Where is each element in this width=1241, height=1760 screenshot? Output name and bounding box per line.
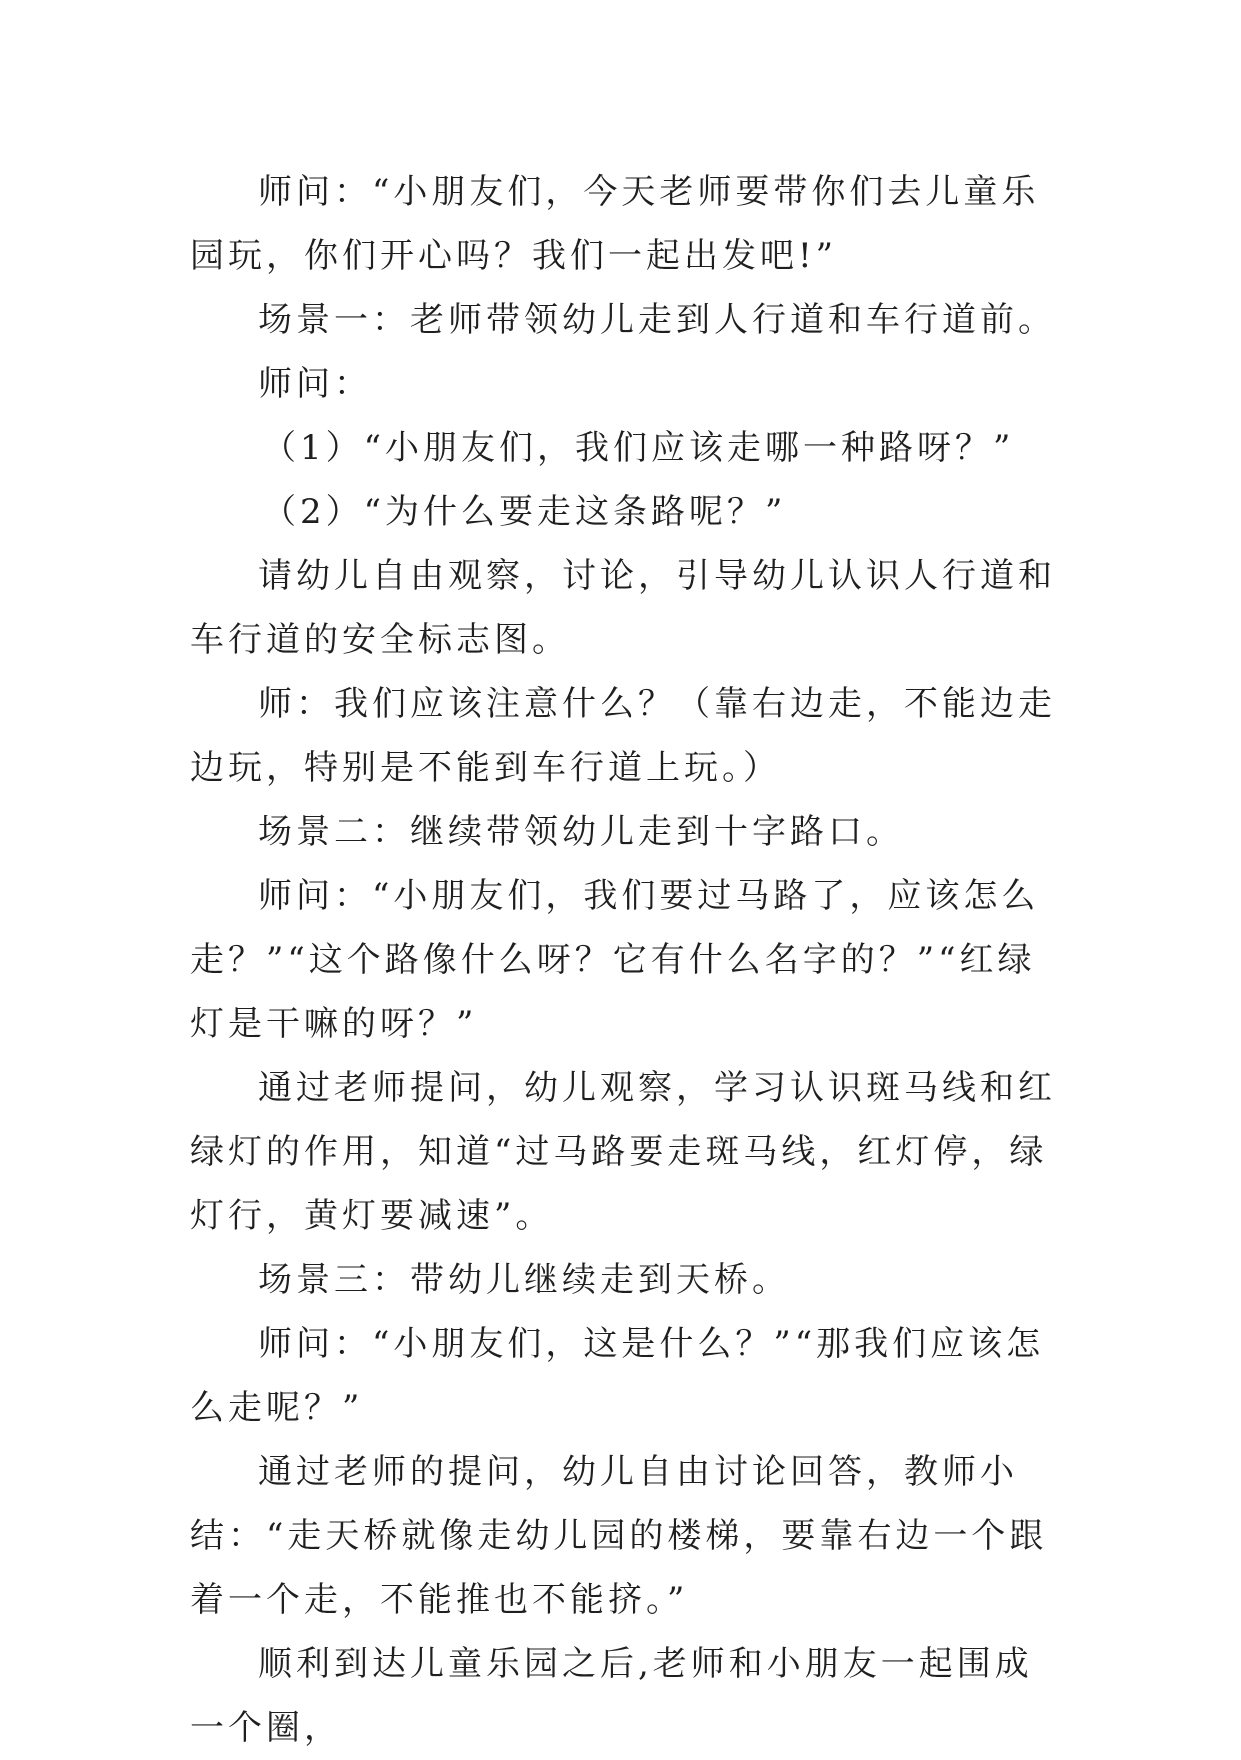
paragraph-arrival: 顺利到达儿童乐园之后,老师和小朋友一起围成一个圈，: [190, 1644, 1033, 1748]
paragraph-teacher-note: 师：我们应该注意什么？（靠右边走，不能边走边玩，特别是不能到车行道上玩。）: [190, 684, 1056, 788]
document-body: [190, 160, 1070, 1760]
paragraph-scene-two: 场景二：继续带领幼儿走到十字路口。: [258, 812, 904, 852]
paragraph-bridge-questions: 师问：“小朋友们，这是什么？”“那我们应该怎么走呢？”: [190, 1324, 1045, 1428]
paragraph-question-2: （2）“为什么要走这条路呢？”: [262, 492, 787, 532]
paragraph-observe-discuss: 请幼儿自由观察，讨论，引导幼儿认识人行道和车行道的安全标志图。: [190, 556, 1056, 660]
paragraph-teacher-asks: 师问：: [258, 364, 372, 404]
paragraph-scene-one: 场景一：老师带领幼儿走到人行道和车行道前。: [258, 300, 1056, 340]
paragraph-bridge-summary: 通过老师的提问，幼儿自由讨论回答，教师小结：“走天桥就像走幼儿园的楼梯，要靠右边一个跟着一个走，不能推也不能挤。”: [190, 1452, 1048, 1620]
paragraph-question-1: （1）“小朋友们，我们应该走哪一种路呀？”: [262, 428, 1015, 468]
paragraph-crossing-questions: 师问：“小朋友们，我们要过马路了，应该怎么走？”“这个路像什么呀？它有什么名字的？”“红绿灯是干嘛的呀？”: [190, 876, 1040, 1044]
paragraph-zebra-crossing: 通过老师提问，幼儿观察，学习认识斑马线和红绿灯的作用，知道“过马路要走斑马线，红灯停，绿灯行，黄灯要减速”。: [190, 1068, 1056, 1236]
paragraph-intro-question: 师问：“小朋友们，今天老师要带你们去儿童乐园玩，你们开心吗？我们一起出发吧!”: [190, 172, 1040, 276]
paragraph-scene-three: 场景三：带幼儿继续走到天桥。: [258, 1260, 790, 1300]
